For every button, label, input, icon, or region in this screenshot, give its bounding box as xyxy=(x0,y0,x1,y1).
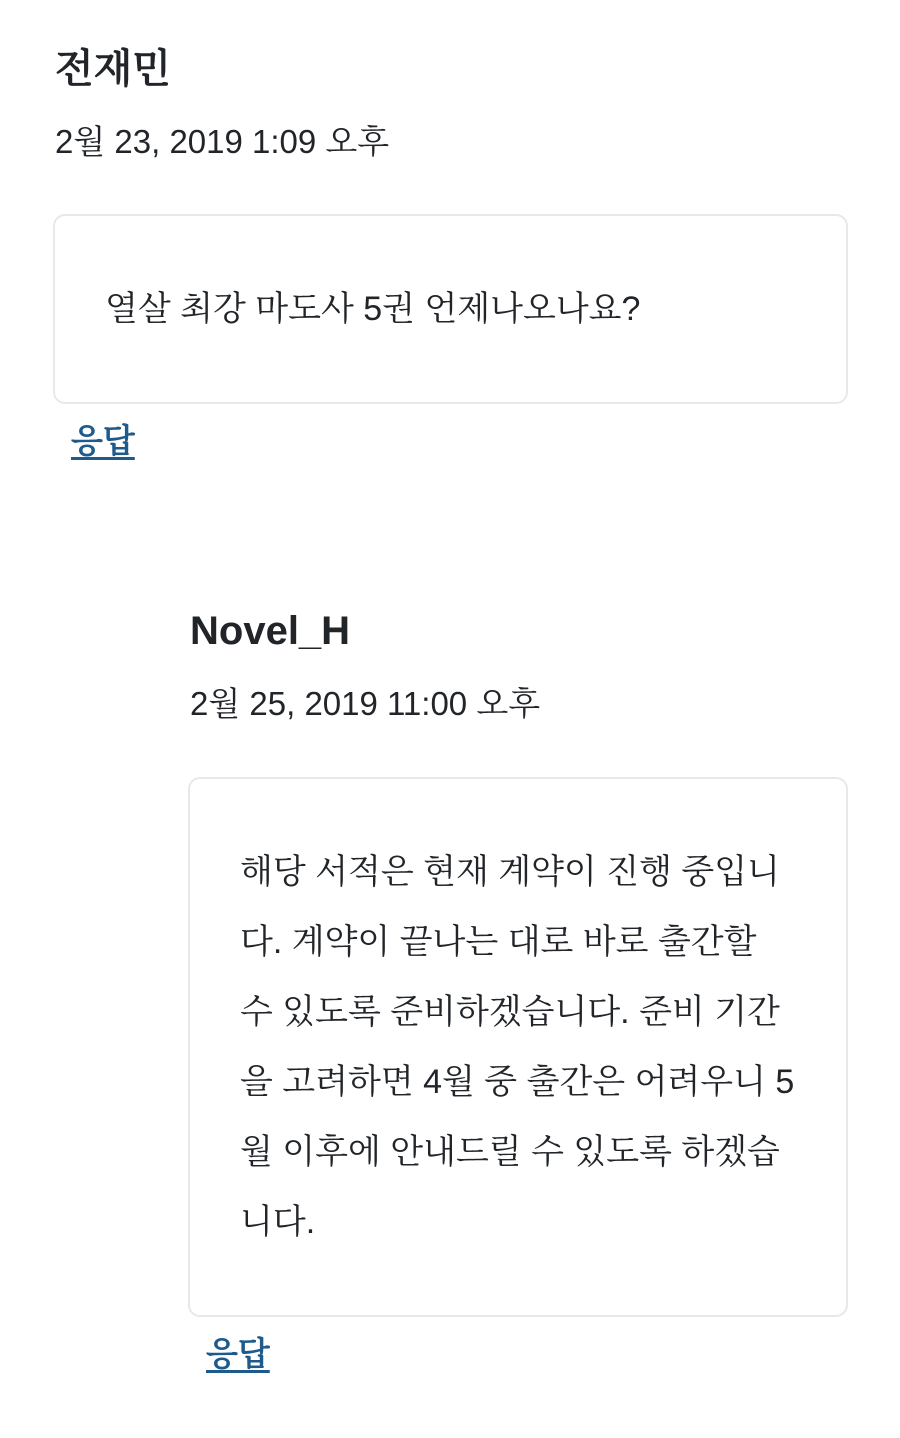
reply-link[interactable]: 응답 xyxy=(206,1334,270,1372)
comment-thread-parent xyxy=(53,46,848,460)
reply-link[interactable]: 응답 xyxy=(71,422,135,460)
comment-body-text: 해당 서적은 현재 계약이 진행 중입니다. 계약이 끝나는 대로 바로 출간할 수 있도록 준비하겠습니다. 준비 기간을 고려하면 4월 중 출간은 어려우니 5월 이후에 안내드릴 수 있도록 하겠습니다. xyxy=(240,852,795,1241)
comment-body-box xyxy=(188,777,848,1317)
comment-body-box xyxy=(53,214,848,404)
comment-thread-reply xyxy=(188,608,848,1372)
comment-date: 2월 23, 2019 1:09 오후 xyxy=(55,123,390,160)
comment-author: Novel_H xyxy=(190,609,351,654)
comment-body-text: 열살 최강 마도사 5권 언제나오나요? xyxy=(105,290,641,329)
comment-author: 전재민 xyxy=(55,47,171,91)
comment-date: 2월 25, 2019 11:00 오후 xyxy=(190,685,541,723)
